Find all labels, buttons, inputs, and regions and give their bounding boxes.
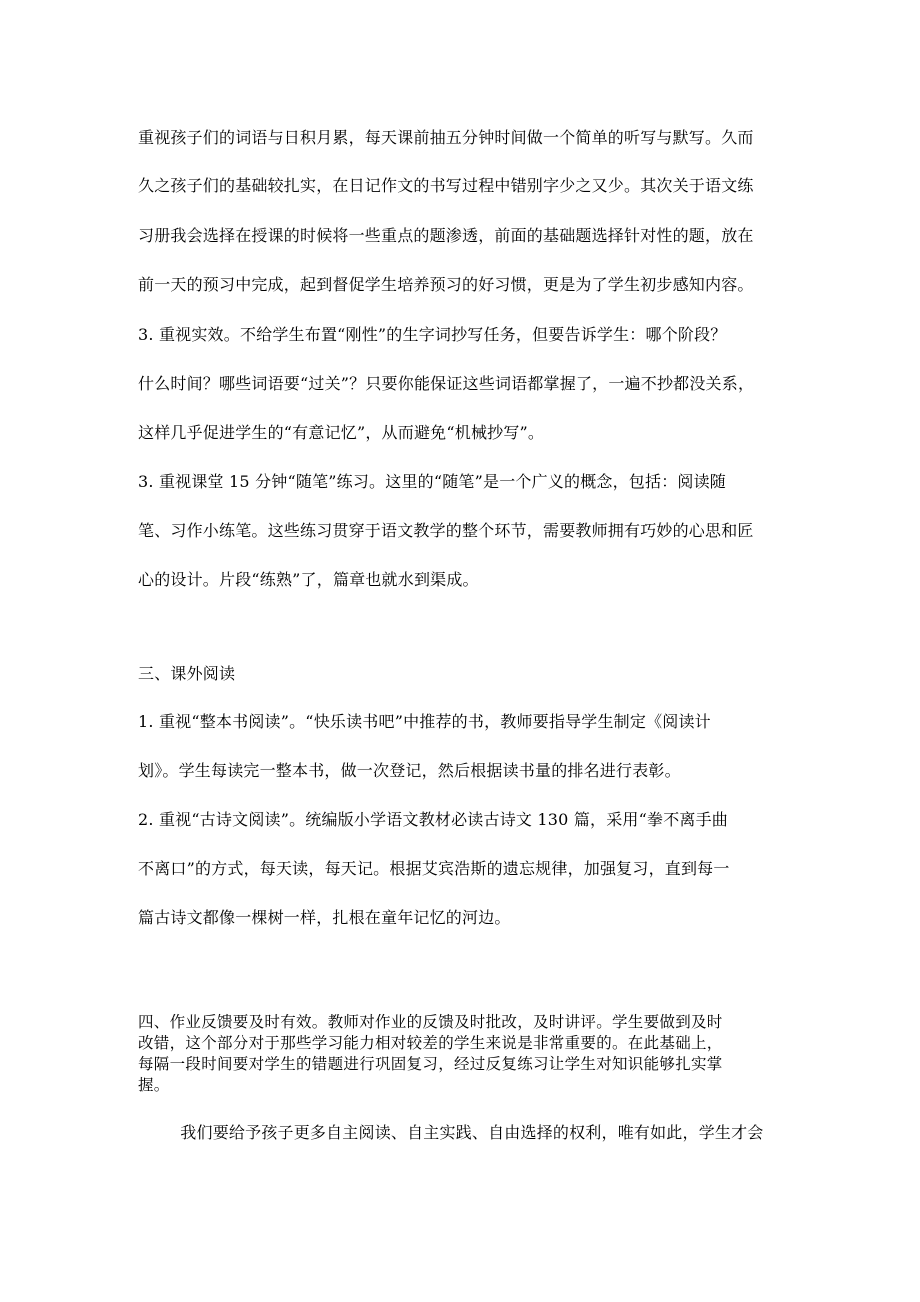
p2-line-2: 什么时间？哪些词语要“过关”？只要你能保证这些词语都掌握了，一遍不抄都没关系， <box>138 374 755 393</box>
p2-line-3: 这样几乎促进学生的“有意记忆”，从而避免“机械抄写”。 <box>138 423 545 442</box>
p6-line-3: 每隔一段时间要对学生的错题进行巩固复习，经过反复练习让学生对知识能够扎实掌 <box>138 1055 723 1073</box>
p2-line-1: 3. 重视实效。不给学生布置“刚性”的生字词抄写任务，但要告诉学生：哪个阶段？ <box>138 325 727 344</box>
p3-line-2: 笔、习作小练笔。这些练习贯穿于语文教学的整个环节，需要教师拥有巧妙的心思和匠 <box>138 521 754 540</box>
p1-line-1: 重视孩子们的词语与日积月累，每天课前抽五分钟时间做一个简单的听写与默写。久而 <box>138 128 754 147</box>
p1-line-2: 久之孩子们的基础较扎实，在日记作文的书写过程中错别字少之又少。其次关于语文练 <box>138 176 754 195</box>
p3-line-1: 3. 重视课堂 15 分钟“随笔”练习。这里的“随笔”是一个广义的概念，包括：阅读随 <box>138 472 727 491</box>
p1-line-3: 习册我会选择在授课的时候将一些重点的题渗透，前面的基础题选择针对性的题，放在 <box>138 226 754 245</box>
p6-line-2: 改错，这个部分对于那些学习能力相对较差的学生来说是非常重要的。在此基础上， <box>138 1034 723 1052</box>
section-heading-3: 三、课外阅读 <box>138 664 236 683</box>
p6-line-1: 四、作业反馈要及时有效。教师对作业的反馈及时批改，及时讲评。学生要做到及时 <box>138 1013 723 1031</box>
p5-line-3: 篇古诗文都像一棵树一样，扎根在童年记忆的河边。 <box>138 908 511 927</box>
p3-line-3: 心的设计。片段“练熟”了，篇章也就水到渠成。 <box>138 570 479 589</box>
p4-line-1: 1. 重视“整本书阅读”。“快乐读书吧”中推荐的书，教师要指导学生制定《阅读计 <box>138 712 711 731</box>
p1-line-4: 前一天的预习中完成，起到督促学生培养预习的好习惯，更是为了学生初步感知内容。 <box>138 275 754 294</box>
p5-line-1: 2. 重视“古诗文阅读”。统编版小学语文教材必读古诗文 130 篇，采用“拳不离手曲 <box>138 810 729 829</box>
p6-line-4: 握。 <box>138 1076 170 1094</box>
p5-line-2: 不离口”的方式，每天读，每天记。根据艾宾浩斯的遗忘规律，加强复习，直到每一 <box>138 859 730 878</box>
p7-line-1: 我们要给予孩子更多自主阅读、自主实践、自由选择的权利，唯有如此，学生才会 <box>138 1123 764 1142</box>
p4-line-2: 划》。学生每读完一整本书，做一次登记，然后根据读书量的排名进行表彰。 <box>138 761 681 780</box>
